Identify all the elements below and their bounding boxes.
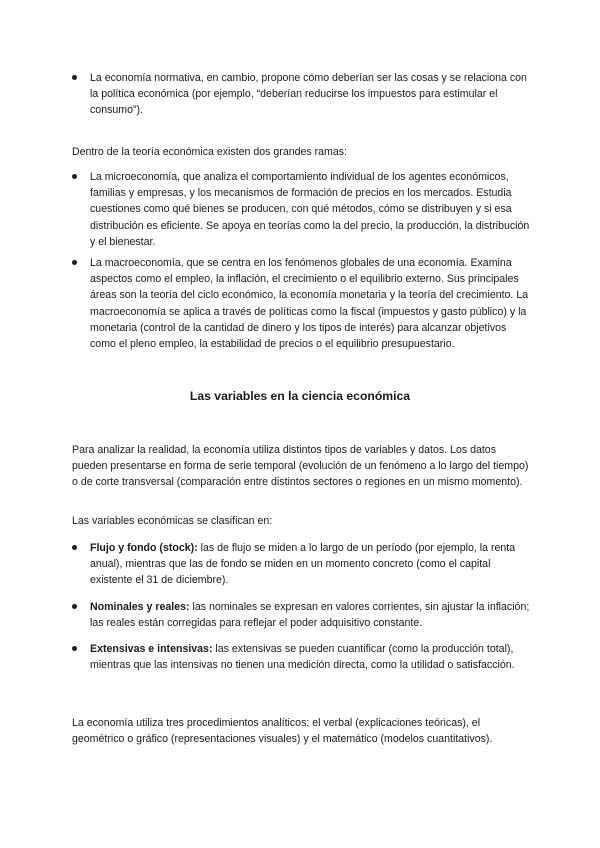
list-item-flujo-fondo xyxy=(90,540,530,589)
term-label: Nominales y reales: xyxy=(90,601,190,613)
term-label: Extensivas e intensivas: xyxy=(90,643,213,655)
classification-paragraph: Las variables económicas se clasifican en: xyxy=(72,515,273,527)
bullet-icon xyxy=(72,604,77,609)
list-item-text: La microeconomía, que analiza el comportamiento individual de los agentes económicos, familias y empresas, y los mecanismos de formación de precios en los mercados. Estudia cuestiones como qué bienes se producen, con qué métodos, cómo se distribuyen y si esa distribución es eficiente. Se apoya en teorías como la del precio, la producción, la distribución y el bienestar. xyxy=(90,171,530,248)
list-item-text: La economía normativa, en cambio, propone cómo deberían ser las cosas y se relaciona con la política económica (por ejemplo, “deberían reducirse los impuestos para estimular el consumo”). xyxy=(90,72,527,117)
bullet-icon xyxy=(72,646,77,651)
section-heading: Las variables en la ciencia económica xyxy=(189,389,411,403)
list-item-normativa xyxy=(90,70,530,119)
list-item-microeconomia xyxy=(90,169,530,250)
term-text: las de flujo se miden a lo largo de un período (por ejemplo, la renta anual), mientras que las de fondo se miden en un momento concreto (como el capital existente el 31 de diciembre). xyxy=(90,542,516,587)
methods-paragraph: La economía utiliza tres procedimientos analíticos: el verbal (explicaciones teóricas), el geométrico o gráfico (representaciones visuales) y el matemático (modelos cuantitativos). xyxy=(72,717,493,746)
data-types-paragraph: Para analizar la realidad, la economía utiliza distintos tipos de variables y datos. Los datos pueden presentarse en forma de serie temporal (evolución de un fenómeno a lo largo del tiempo) o de corte transversal (comparación entre distintos sectores o regiones en un mismo momento). xyxy=(72,444,529,489)
bullet-icon xyxy=(72,545,77,550)
list-item-macroeconomia xyxy=(90,255,530,352)
list-item-text: La macroeconomía, que se centra en los fenómenos globales de una economía. Examina aspectos como el empleo, la inflación, el crecimiento o el equilibrio externo. Sus principales áreas son la teoría del ciclo económico, la economía monetaria y la teoría del crecimiento. La macroeconomía se aplica a través de políticas como la fiscal (impuestos y gasto público) y la monetaria (control de la cantidad de dinero y los tipos de interés) para alcanzar objetivos como el pleno empleo, la estabilidad de precios o el equilibrio presupuestario. xyxy=(90,257,529,351)
list-item-extensivas-intensivas xyxy=(90,641,530,673)
list-item-nominales-reales xyxy=(90,599,530,631)
term-label: Flujo y fondo (stock): xyxy=(90,542,198,554)
bullet-icon xyxy=(72,174,77,179)
bullet-icon xyxy=(72,75,77,80)
bullet-icon xyxy=(72,260,77,265)
term-text: las extensivas se pueden cuantificar (como la producción total), mientras que las intensivas no tienen una medición directa, como la utilidad o satisfacción. xyxy=(90,643,515,672)
term-text: las nominales se expresan en valores corrientes, sin ajustar la inflación; las reales están corregidas para reflejar el poder adquisitivo constante. xyxy=(90,601,530,630)
intro-branches-paragraph: Dentro de la teoría económica existen dos grandes ramas: xyxy=(72,146,347,158)
